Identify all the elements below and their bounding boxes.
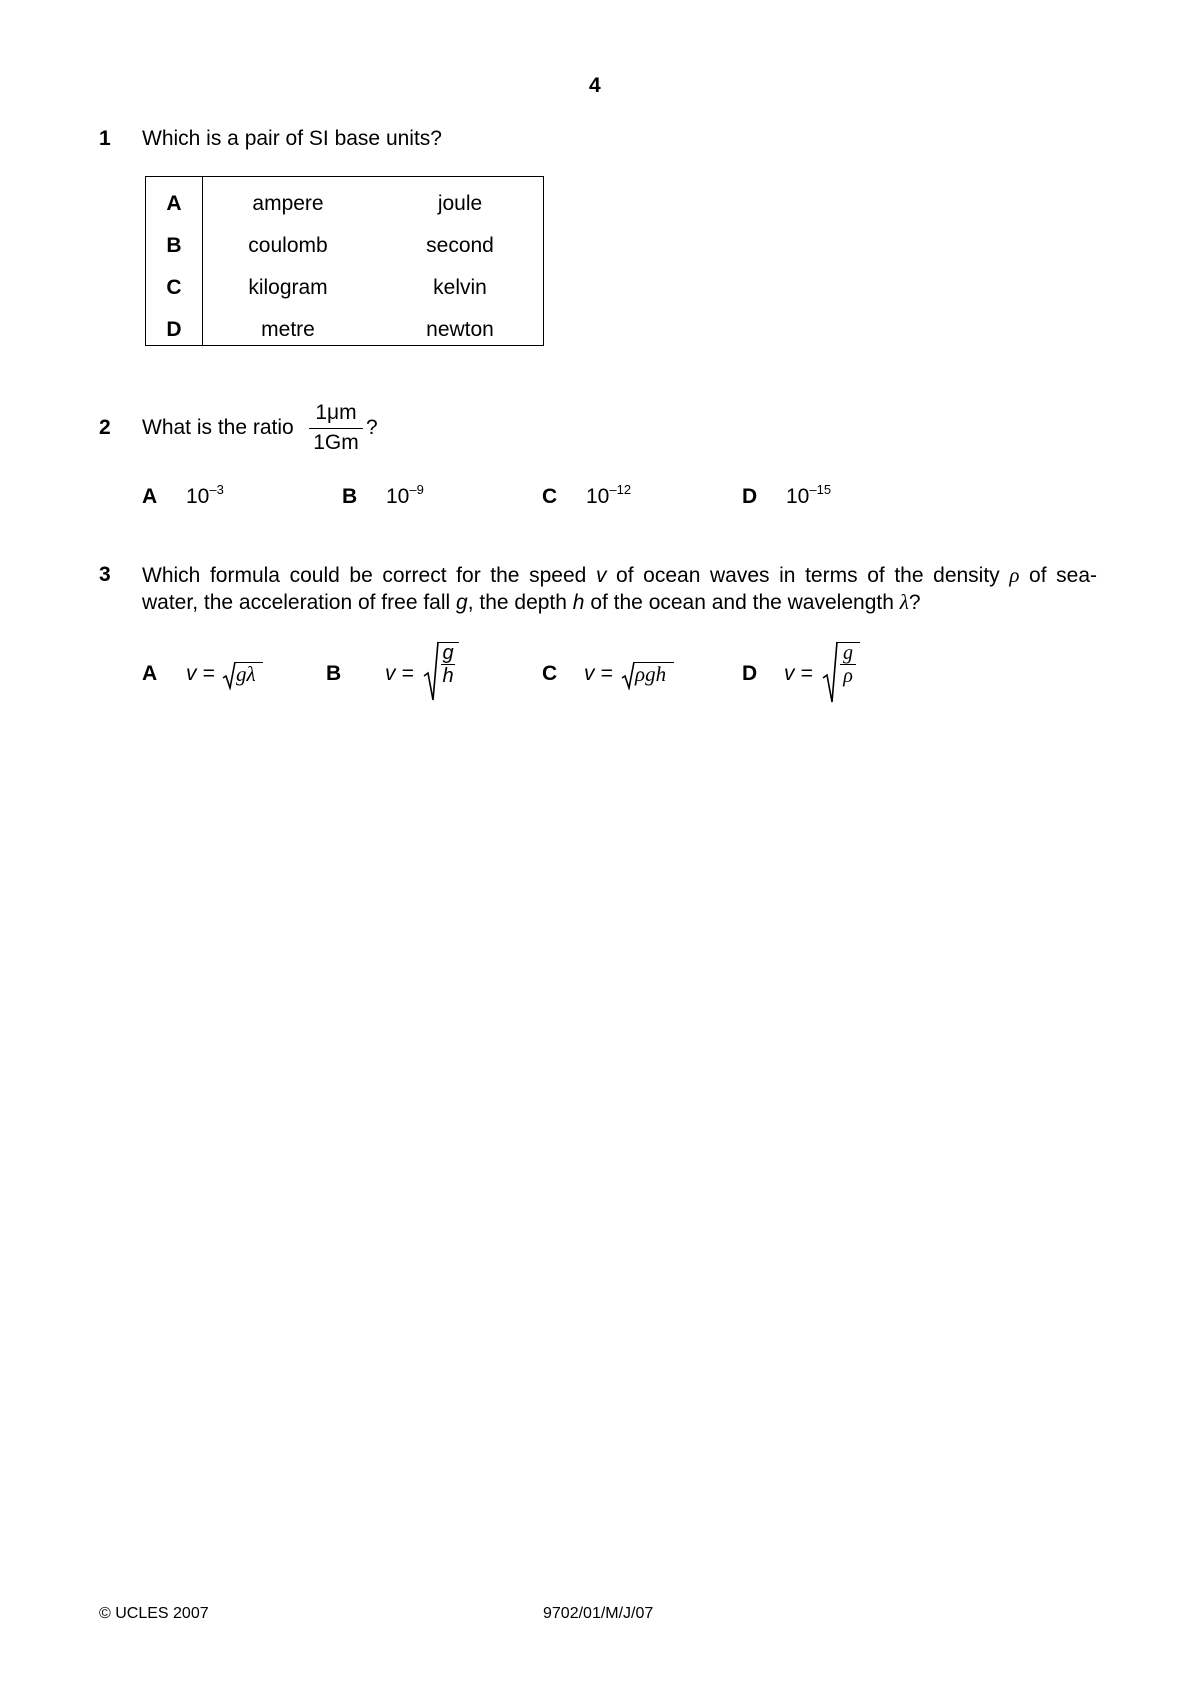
unit-cell: kilogram: [248, 276, 328, 299]
radical-sign: [822, 640, 838, 704]
unit-cell: kelvin: [433, 276, 487, 299]
option-b-letter: B: [326, 662, 342, 685]
si-units-table: [145, 176, 544, 346]
unit-cell: joule: [437, 192, 483, 215]
text-run: of the ocean and the wavelength: [584, 591, 900, 614]
option-letter: D: [166, 318, 182, 341]
option-d-fraction: [840, 643, 856, 686]
question-3-line-2: [142, 590, 921, 615]
fraction-numerator: 1μm: [315, 401, 357, 424]
radical-sign: [222, 660, 236, 690]
question-2-text: What is the ratio: [142, 416, 294, 439]
power-exponent: –12: [609, 482, 632, 497]
fraction-denominator: 1Gm: [313, 431, 359, 454]
option-a-value: [186, 482, 224, 509]
option-letter: C: [166, 276, 182, 299]
page-number: 4: [589, 74, 601, 97]
option-a-letter: A: [142, 662, 158, 685]
fraction-bar: [309, 428, 363, 429]
unit-cell: newton: [426, 318, 494, 341]
symbol-rho: ρ: [1009, 563, 1020, 587]
question-2-number: 2: [99, 416, 111, 439]
power-exponent: –9: [409, 482, 424, 497]
symbol-lambda: λ: [899, 590, 909, 614]
radical-sign: [423, 640, 439, 702]
option-letter: B: [166, 234, 182, 257]
footer-copyright: © UCLES 2007: [99, 1605, 209, 1622]
fraction-numerator: g: [442, 642, 454, 664]
unit-cell: metre: [261, 318, 315, 341]
fraction-denominator: ρ: [843, 665, 853, 687]
fraction-denominator: h: [442, 665, 454, 687]
option-d-value: [786, 482, 832, 509]
option-b-letter: B: [342, 485, 358, 508]
power-base: 10: [786, 485, 810, 508]
question-3-line-1: [142, 563, 1097, 588]
option-b-fraction: [441, 643, 455, 686]
question-1-number: 1: [99, 127, 111, 150]
table-row: [146, 192, 543, 232]
text-run: of sea-: [1019, 564, 1097, 587]
option-a-lhs: v =: [186, 662, 215, 685]
option-c-lhs: v =: [584, 662, 613, 685]
power-base: 10: [586, 485, 610, 508]
option-c-letter: C: [542, 485, 558, 508]
unit-cell: coulomb: [248, 234, 328, 257]
option-b-value: [386, 482, 424, 509]
fraction-numerator: g: [843, 642, 853, 664]
table-row: [146, 276, 543, 316]
unit-cell: second: [426, 234, 494, 257]
power-base: 10: [386, 485, 410, 508]
symbol-v: v: [595, 564, 607, 587]
text-run: water, the acceleration of free fall: [142, 591, 457, 614]
unit-cell: ampere: [252, 192, 324, 215]
ratio-fraction: [309, 401, 363, 455]
power-exponent: –3: [209, 482, 224, 497]
question-1-text: Which is a pair of SI base units?: [142, 127, 442, 150]
text-run: Which formula could be correct for the speed: [142, 564, 596, 587]
symbol-g: g: [456, 591, 468, 614]
option-d-letter: D: [742, 485, 758, 508]
symbol-h: h: [572, 591, 585, 614]
option-c-letter: C: [542, 662, 558, 685]
table-row: [146, 234, 543, 274]
question-2-qmark: ?: [366, 416, 378, 439]
option-d-lhs: v =: [784, 662, 813, 685]
option-a-radicand: gλ: [236, 662, 256, 686]
option-letter: A: [166, 192, 182, 215]
option-c-radicand: ρgh: [635, 662, 667, 686]
power-exponent: –15: [809, 482, 832, 497]
text-run: of ocean waves in terms of the density: [606, 564, 1010, 587]
text-run: , the depth: [467, 591, 573, 614]
option-a-letter: A: [142, 485, 158, 508]
option-b-lhs: v =: [385, 662, 414, 685]
option-d-letter: D: [742, 662, 758, 685]
question-3-number: 3: [99, 563, 111, 586]
table-row: [146, 318, 543, 358]
text-run: ?: [908, 591, 921, 614]
radical-sign: [621, 660, 635, 690]
option-c-value: [586, 482, 632, 509]
footer-code: 9702/01/M/J/07: [543, 1605, 654, 1622]
power-base: 10: [186, 485, 210, 508]
